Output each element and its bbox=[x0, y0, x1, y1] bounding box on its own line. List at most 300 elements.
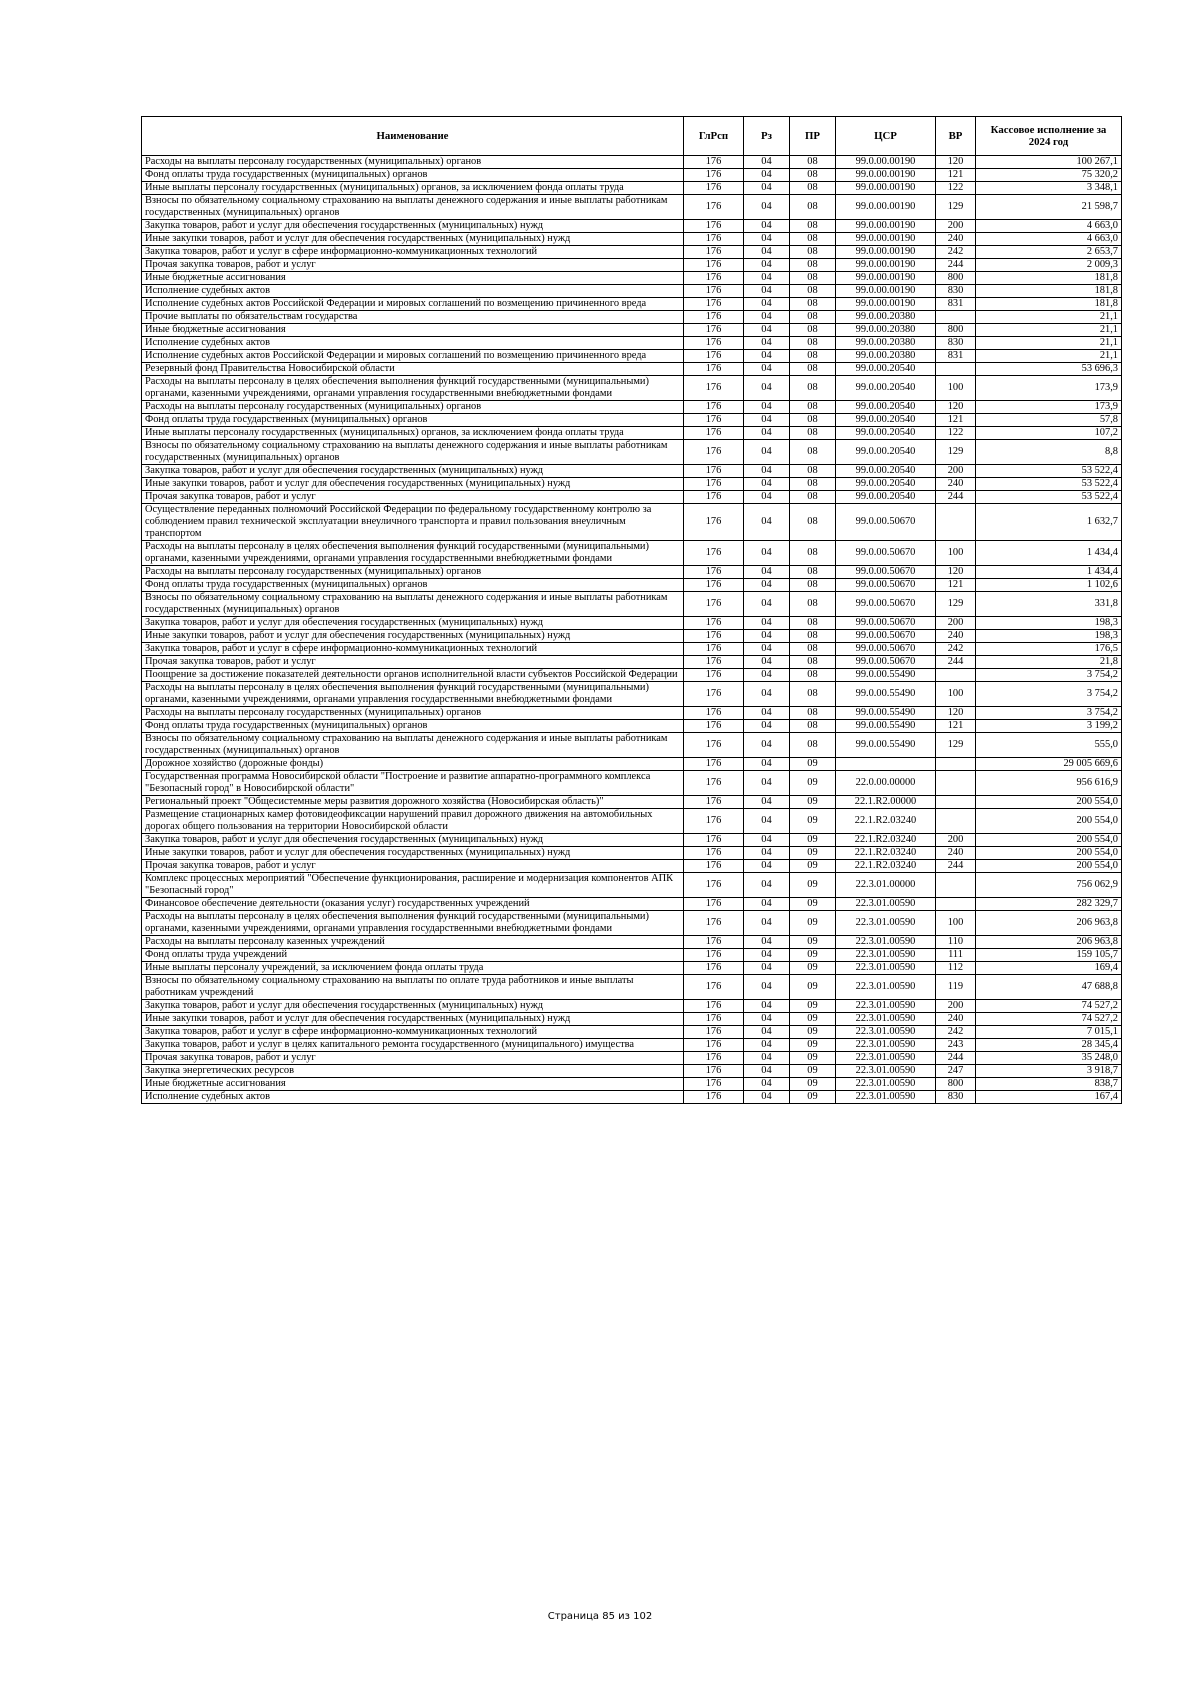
row-amount: 29 005 669,6 bbox=[976, 758, 1122, 771]
row-vr: 831 bbox=[936, 350, 976, 363]
row-glrsp: 176 bbox=[684, 796, 744, 809]
row-rz: 04 bbox=[744, 376, 790, 401]
row-glrsp: 176 bbox=[684, 169, 744, 182]
row-csr: 99.0.00.50670 bbox=[836, 541, 936, 566]
row-amount: 21,1 bbox=[976, 311, 1122, 324]
table-row bbox=[142, 682, 1122, 707]
row-name: Расходы на выплаты персоналу в целях обеспечения выполнения функций государственными (муниципальными) органами, казенными учреждениями, органами управления государственными внебюджетными фондами bbox=[142, 911, 684, 936]
table-row bbox=[142, 1065, 1122, 1078]
row-pr: 08 bbox=[790, 656, 836, 669]
row-name: Иные выплаты персоналу государственных (муниципальных) органов, за исключением фонда оплаты труда bbox=[142, 427, 684, 440]
row-rz: 04 bbox=[744, 834, 790, 847]
row-csr: 99.0.00.55490 bbox=[836, 733, 936, 758]
row-pr: 08 bbox=[790, 579, 836, 592]
row-name: Фонд оплаты труда учреждений bbox=[142, 949, 684, 962]
row-rz: 04 bbox=[744, 860, 790, 873]
row-glrsp: 176 bbox=[684, 720, 744, 733]
row-pr: 08 bbox=[790, 707, 836, 720]
row-csr: 99.0.00.50670 bbox=[836, 656, 936, 669]
row-csr: 99.0.00.20540 bbox=[836, 491, 936, 504]
row-csr: 99.0.00.00190 bbox=[836, 220, 936, 233]
row-rz: 04 bbox=[744, 1078, 790, 1091]
row-amount: 173,9 bbox=[976, 376, 1122, 401]
row-vr: 240 bbox=[936, 478, 976, 491]
header-csr: ЦСР bbox=[836, 117, 936, 156]
row-name: Фонд оплаты труда государственных (муниципальных) органов bbox=[142, 169, 684, 182]
row-name: Прочая закупка товаров, работ и услуг bbox=[142, 259, 684, 272]
row-csr: 22.3.01.00590 bbox=[836, 1026, 936, 1039]
row-csr: 22.1.R2.03240 bbox=[836, 860, 936, 873]
row-glrsp: 176 bbox=[684, 707, 744, 720]
row-vr: 129 bbox=[936, 733, 976, 758]
row-pr: 09 bbox=[790, 1065, 836, 1078]
row-rz: 04 bbox=[744, 669, 790, 682]
row-vr bbox=[936, 758, 976, 771]
row-vr: 240 bbox=[936, 1013, 976, 1026]
row-amount: 107,2 bbox=[976, 427, 1122, 440]
row-amount: 3 754,2 bbox=[976, 707, 1122, 720]
row-rz: 04 bbox=[744, 298, 790, 311]
row-glrsp: 176 bbox=[684, 847, 744, 860]
row-glrsp: 176 bbox=[684, 1000, 744, 1013]
row-name: Закупка товаров, работ и услуг в сфере информационно-коммуникационных технологий bbox=[142, 643, 684, 656]
row-pr: 09 bbox=[790, 758, 836, 771]
table-row bbox=[142, 350, 1122, 363]
row-csr: 99.0.00.00190 bbox=[836, 195, 936, 220]
row-glrsp: 176 bbox=[684, 911, 744, 936]
row-rz: 04 bbox=[744, 427, 790, 440]
row-name: Взносы по обязательному социальному страхованию на выплаты денежного содержания и иные выплаты работникам государственных (муниципальных) органов bbox=[142, 733, 684, 758]
row-pr: 09 bbox=[790, 1052, 836, 1065]
row-glrsp: 176 bbox=[684, 771, 744, 796]
table-row bbox=[142, 579, 1122, 592]
row-glrsp: 176 bbox=[684, 195, 744, 220]
row-rz: 04 bbox=[744, 504, 790, 541]
row-csr bbox=[836, 758, 936, 771]
row-vr: 244 bbox=[936, 491, 976, 504]
row-vr: 830 bbox=[936, 285, 976, 298]
table-row bbox=[142, 873, 1122, 898]
row-glrsp: 176 bbox=[684, 401, 744, 414]
row-pr: 09 bbox=[790, 796, 836, 809]
row-glrsp: 176 bbox=[684, 478, 744, 491]
row-rz: 04 bbox=[744, 220, 790, 233]
row-name: Расходы на выплаты персоналу государственных (муниципальных) органов bbox=[142, 156, 684, 169]
row-csr: 99.0.00.20540 bbox=[836, 401, 936, 414]
row-vr: 122 bbox=[936, 182, 976, 195]
table-row bbox=[142, 643, 1122, 656]
row-name: Прочая закупка товаров, работ и услуг bbox=[142, 1052, 684, 1065]
row-pr: 08 bbox=[790, 285, 836, 298]
table-row bbox=[142, 1013, 1122, 1026]
table-row bbox=[142, 259, 1122, 272]
row-glrsp: 176 bbox=[684, 259, 744, 272]
table-row bbox=[142, 195, 1122, 220]
row-name: Комплекс процессных мероприятий "Обеспечение функционирования, расширение и модернизация компонентов АПК "Безопасный город" bbox=[142, 873, 684, 898]
row-pr: 08 bbox=[790, 324, 836, 337]
table-row bbox=[142, 491, 1122, 504]
row-rz: 04 bbox=[744, 1052, 790, 1065]
row-amount: 555,0 bbox=[976, 733, 1122, 758]
row-vr: 110 bbox=[936, 936, 976, 949]
row-glrsp: 176 bbox=[684, 936, 744, 949]
row-glrsp: 176 bbox=[684, 643, 744, 656]
row-vr bbox=[936, 311, 976, 324]
table-row bbox=[142, 414, 1122, 427]
row-name: Иные бюджетные ассигнования bbox=[142, 1078, 684, 1091]
row-csr: 99.0.00.20540 bbox=[836, 478, 936, 491]
header-cash-execution: Кассовое исполнение за 2024 год bbox=[976, 117, 1122, 156]
table-row bbox=[142, 156, 1122, 169]
row-amount: 53 522,4 bbox=[976, 465, 1122, 478]
row-rz: 04 bbox=[744, 975, 790, 1000]
row-amount: 198,3 bbox=[976, 630, 1122, 643]
row-rz: 04 bbox=[744, 579, 790, 592]
row-name: Государственная программа Новосибирской области "Построение и развитие аппаратно-программного комплекса "Безопасный город" в Новосибирской области" bbox=[142, 771, 684, 796]
row-amount: 8,8 bbox=[976, 440, 1122, 465]
row-name: Расходы на выплаты персоналу государственных (муниципальных) органов bbox=[142, 707, 684, 720]
row-vr: 121 bbox=[936, 169, 976, 182]
row-csr: 99.0.00.20380 bbox=[836, 350, 936, 363]
table-row bbox=[142, 324, 1122, 337]
row-rz: 04 bbox=[744, 617, 790, 630]
row-csr: 99.0.00.50670 bbox=[836, 617, 936, 630]
row-glrsp: 176 bbox=[684, 758, 744, 771]
row-name: Расходы на выплаты персоналу в целях обеспечения выполнения функций государственными (муниципальными) органами, казенными учреждениями, органами управления государственными внебюджетными фондами bbox=[142, 376, 684, 401]
header-name: Наименование bbox=[142, 117, 684, 156]
row-pr: 08 bbox=[790, 682, 836, 707]
row-pr: 09 bbox=[790, 1013, 836, 1026]
row-vr: 243 bbox=[936, 1039, 976, 1052]
row-pr: 08 bbox=[790, 156, 836, 169]
row-glrsp: 176 bbox=[684, 324, 744, 337]
row-name: Закупка товаров, работ и услуг для обеспечения государственных (муниципальных) нужд bbox=[142, 834, 684, 847]
row-glrsp: 176 bbox=[684, 834, 744, 847]
row-rz: 04 bbox=[744, 873, 790, 898]
row-amount: 198,3 bbox=[976, 617, 1122, 630]
table-row bbox=[142, 1000, 1122, 1013]
row-amount: 53 696,3 bbox=[976, 363, 1122, 376]
row-amount: 173,9 bbox=[976, 401, 1122, 414]
row-glrsp: 176 bbox=[684, 873, 744, 898]
table-row bbox=[142, 504, 1122, 541]
row-pr: 08 bbox=[790, 440, 836, 465]
row-amount: 200 554,0 bbox=[976, 847, 1122, 860]
header-vr: ВР bbox=[936, 117, 976, 156]
row-pr: 08 bbox=[790, 669, 836, 682]
row-csr: 99.0.00.00190 bbox=[836, 233, 936, 246]
row-rz: 04 bbox=[744, 809, 790, 834]
row-csr: 22.0.00.00000 bbox=[836, 771, 936, 796]
row-glrsp: 176 bbox=[684, 311, 744, 324]
row-csr: 99.0.00.50670 bbox=[836, 643, 936, 656]
row-pr: 08 bbox=[790, 414, 836, 427]
row-rz: 04 bbox=[744, 350, 790, 363]
row-name: Исполнение судебных актов bbox=[142, 285, 684, 298]
row-csr: 99.0.00.00190 bbox=[836, 246, 936, 259]
row-name: Иные закупки товаров, работ и услуг для обеспечения государственных (муниципальных) нужд bbox=[142, 233, 684, 246]
row-rz: 04 bbox=[744, 566, 790, 579]
row-rz: 04 bbox=[744, 733, 790, 758]
row-amount: 3 754,2 bbox=[976, 669, 1122, 682]
row-name: Исполнение судебных актов bbox=[142, 1091, 684, 1104]
row-csr: 22.3.01.00590 bbox=[836, 898, 936, 911]
row-name: Иные закупки товаров, работ и услуг для обеспечения государственных (муниципальных) нужд bbox=[142, 847, 684, 860]
table-row bbox=[142, 541, 1122, 566]
row-pr: 09 bbox=[790, 860, 836, 873]
row-amount: 181,8 bbox=[976, 285, 1122, 298]
table-row bbox=[142, 707, 1122, 720]
row-pr: 09 bbox=[790, 1000, 836, 1013]
row-name: Закупка товаров, работ и услуг для обеспечения государственных (муниципальных) нужд bbox=[142, 1000, 684, 1013]
row-vr bbox=[936, 363, 976, 376]
row-csr: 22.3.01.00000 bbox=[836, 873, 936, 898]
row-rz: 04 bbox=[744, 1026, 790, 1039]
row-glrsp: 176 bbox=[684, 1065, 744, 1078]
row-rz: 04 bbox=[744, 1091, 790, 1104]
row-amount: 75 320,2 bbox=[976, 169, 1122, 182]
row-amount: 206 963,8 bbox=[976, 936, 1122, 949]
row-name: Взносы по обязательному социальному страхованию на выплаты денежного содержания и иные выплаты работникам государственных (муниципальных) органов bbox=[142, 440, 684, 465]
row-amount: 3 918,7 bbox=[976, 1065, 1122, 1078]
row-name: Исполнение судебных актов Российской Федерации и мировых соглашений по возмещению причиненного вреда bbox=[142, 350, 684, 363]
row-name: Исполнение судебных актов Российской Федерации и мировых соглашений по возмещению причиненного вреда bbox=[142, 298, 684, 311]
row-vr: 120 bbox=[936, 401, 976, 414]
table-row bbox=[142, 809, 1122, 834]
row-name: Прочая закупка товаров, работ и услуг bbox=[142, 860, 684, 873]
row-glrsp: 176 bbox=[684, 566, 744, 579]
row-csr: 99.0.00.20380 bbox=[836, 337, 936, 350]
table-row bbox=[142, 272, 1122, 285]
row-csr: 22.3.01.00590 bbox=[836, 975, 936, 1000]
row-vr: 129 bbox=[936, 440, 976, 465]
row-rz: 04 bbox=[744, 311, 790, 324]
row-amount: 206 963,8 bbox=[976, 911, 1122, 936]
row-vr: 121 bbox=[936, 414, 976, 427]
table-row bbox=[142, 975, 1122, 1000]
row-amount: 4 663,0 bbox=[976, 220, 1122, 233]
row-amount: 1 434,4 bbox=[976, 541, 1122, 566]
row-name: Расходы на выплаты персоналу в целях обеспечения выполнения функций государственными (муниципальными) органами, казенными учреждениями, органами управления государственными внебюджетными фондами bbox=[142, 541, 684, 566]
row-pr: 09 bbox=[790, 936, 836, 949]
row-vr: 200 bbox=[936, 617, 976, 630]
row-pr: 08 bbox=[790, 350, 836, 363]
row-amount: 159 105,7 bbox=[976, 949, 1122, 962]
row-name: Иные выплаты персоналу учреждений, за исключением фонда оплаты труда bbox=[142, 962, 684, 975]
row-vr bbox=[936, 669, 976, 682]
row-glrsp: 176 bbox=[684, 617, 744, 630]
row-pr: 08 bbox=[790, 272, 836, 285]
row-pr: 09 bbox=[790, 949, 836, 962]
row-rz: 04 bbox=[744, 720, 790, 733]
row-rz: 04 bbox=[744, 758, 790, 771]
row-amount: 21,1 bbox=[976, 324, 1122, 337]
row-name: Осуществление переданных полномочий Российской Федерации по федеральному государственному контролю за соблюдением правил технической эксплуатации внеуличного транспорта и правил пользования внеуличным транспортом bbox=[142, 504, 684, 541]
row-glrsp: 176 bbox=[684, 860, 744, 873]
row-csr: 22.3.01.00590 bbox=[836, 1052, 936, 1065]
row-pr: 08 bbox=[790, 259, 836, 272]
row-name: Закупка товаров, работ и услуг в сфере информационно-коммуникационных технологий bbox=[142, 1026, 684, 1039]
row-vr: 121 bbox=[936, 720, 976, 733]
row-name: Расходы на выплаты персоналу в целях обеспечения выполнения функций государственными (муниципальными) органами, казенными учреждениями, органами управления государственными внебюджетными фондами bbox=[142, 682, 684, 707]
row-pr: 08 bbox=[790, 182, 836, 195]
row-amount: 1 632,7 bbox=[976, 504, 1122, 541]
row-amount: 47 688,8 bbox=[976, 975, 1122, 1000]
row-csr: 22.1.R2.03240 bbox=[836, 834, 936, 847]
row-vr: 800 bbox=[936, 324, 976, 337]
row-name: Дорожное хозяйство (дорожные фонды) bbox=[142, 758, 684, 771]
table-row bbox=[142, 771, 1122, 796]
row-vr: 244 bbox=[936, 860, 976, 873]
header-glrsp: ГлРсп bbox=[684, 117, 744, 156]
row-amount: 100 267,1 bbox=[976, 156, 1122, 169]
row-vr: 244 bbox=[936, 656, 976, 669]
table-row bbox=[142, 962, 1122, 975]
row-csr: 99.0.00.50670 bbox=[836, 579, 936, 592]
table-row bbox=[142, 1091, 1122, 1104]
row-rz: 04 bbox=[744, 1013, 790, 1026]
row-amount: 3 348,1 bbox=[976, 182, 1122, 195]
row-rz: 04 bbox=[744, 272, 790, 285]
row-name: Иные закупки товаров, работ и услуг для обеспечения государственных (муниципальных) нужд bbox=[142, 630, 684, 643]
row-amount: 21,1 bbox=[976, 350, 1122, 363]
row-glrsp: 176 bbox=[684, 592, 744, 617]
row-csr: 22.3.01.00590 bbox=[836, 1000, 936, 1013]
table-row bbox=[142, 285, 1122, 298]
table-row bbox=[142, 669, 1122, 682]
row-csr: 99.0.00.00190 bbox=[836, 156, 936, 169]
row-pr: 09 bbox=[790, 911, 836, 936]
row-amount: 21,8 bbox=[976, 656, 1122, 669]
row-glrsp: 176 bbox=[684, 682, 744, 707]
row-vr: 830 bbox=[936, 337, 976, 350]
row-glrsp: 176 bbox=[684, 1052, 744, 1065]
row-rz: 04 bbox=[744, 1039, 790, 1052]
row-rz: 04 bbox=[744, 440, 790, 465]
row-name: Прочая закупка товаров, работ и услуг bbox=[142, 491, 684, 504]
row-rz: 04 bbox=[744, 592, 790, 617]
row-rz: 04 bbox=[744, 541, 790, 566]
row-vr: 100 bbox=[936, 911, 976, 936]
table-row bbox=[142, 220, 1122, 233]
row-vr: 800 bbox=[936, 1078, 976, 1091]
row-amount: 956 616,9 bbox=[976, 771, 1122, 796]
row-pr: 09 bbox=[790, 1078, 836, 1091]
table-row bbox=[142, 796, 1122, 809]
row-pr: 08 bbox=[790, 566, 836, 579]
row-vr: 100 bbox=[936, 541, 976, 566]
table-row bbox=[142, 440, 1122, 465]
row-vr bbox=[936, 898, 976, 911]
row-rz: 04 bbox=[744, 911, 790, 936]
row-rz: 04 bbox=[744, 195, 790, 220]
row-vr bbox=[936, 504, 976, 541]
row-pr: 08 bbox=[790, 363, 836, 376]
row-amount: 4 663,0 bbox=[976, 233, 1122, 246]
row-csr: 99.0.00.00190 bbox=[836, 285, 936, 298]
row-vr: 240 bbox=[936, 847, 976, 860]
row-rz: 04 bbox=[744, 949, 790, 962]
row-csr: 22.3.01.00590 bbox=[836, 1013, 936, 1026]
header-rz: Рз bbox=[744, 117, 790, 156]
row-amount: 756 062,9 bbox=[976, 873, 1122, 898]
row-glrsp: 176 bbox=[684, 1091, 744, 1104]
row-vr: 200 bbox=[936, 465, 976, 478]
row-glrsp: 176 bbox=[684, 337, 744, 350]
table-row bbox=[142, 617, 1122, 630]
table-row bbox=[142, 1039, 1122, 1052]
row-vr bbox=[936, 771, 976, 796]
row-csr: 22.1.R2.03240 bbox=[836, 847, 936, 860]
row-rz: 04 bbox=[744, 337, 790, 350]
row-rz: 04 bbox=[744, 936, 790, 949]
row-glrsp: 176 bbox=[684, 504, 744, 541]
row-csr: 99.0.00.00190 bbox=[836, 259, 936, 272]
row-csr: 99.0.00.20380 bbox=[836, 324, 936, 337]
row-csr: 99.0.00.20540 bbox=[836, 427, 936, 440]
row-vr: 119 bbox=[936, 975, 976, 1000]
row-vr: 129 bbox=[936, 195, 976, 220]
row-csr: 99.0.00.50670 bbox=[836, 504, 936, 541]
row-csr: 22.1.R2.00000 bbox=[836, 796, 936, 809]
row-rz: 04 bbox=[744, 1000, 790, 1013]
row-csr: 99.0.00.55490 bbox=[836, 720, 936, 733]
row-vr: 830 bbox=[936, 1091, 976, 1104]
table-row bbox=[142, 911, 1122, 936]
row-glrsp: 176 bbox=[684, 579, 744, 592]
row-name: Закупка товаров, работ и услуг в целях капитального ремонта государственного (муниципального) имущества bbox=[142, 1039, 684, 1052]
table-row bbox=[142, 949, 1122, 962]
row-amount: 28 345,4 bbox=[976, 1039, 1122, 1052]
row-csr: 99.0.00.20540 bbox=[836, 465, 936, 478]
row-vr: 244 bbox=[936, 1052, 976, 1065]
row-name: Закупка товаров, работ и услуг в сфере информационно-коммуникационных технологий bbox=[142, 246, 684, 259]
row-name: Прочие выплаты по обязательствам государства bbox=[142, 311, 684, 324]
row-csr: 22.3.01.00590 bbox=[836, 962, 936, 975]
row-vr: 800 bbox=[936, 272, 976, 285]
row-glrsp: 176 bbox=[684, 949, 744, 962]
row-pr: 09 bbox=[790, 873, 836, 898]
table-row bbox=[142, 630, 1122, 643]
row-amount: 35 248,0 bbox=[976, 1052, 1122, 1065]
row-csr: 22.3.01.00590 bbox=[836, 1078, 936, 1091]
row-rz: 04 bbox=[744, 796, 790, 809]
row-pr: 08 bbox=[790, 733, 836, 758]
row-name: Взносы по обязательному социальному страхованию на выплаты денежного содержания и иные выплаты работникам государственных (муниципальных) органов bbox=[142, 195, 684, 220]
row-rz: 04 bbox=[744, 182, 790, 195]
row-amount: 21,1 bbox=[976, 337, 1122, 350]
row-name: Исполнение судебных актов bbox=[142, 337, 684, 350]
row-name: Закупка товаров, работ и услуг для обеспечения государственных (муниципальных) нужд bbox=[142, 617, 684, 630]
row-vr: 242 bbox=[936, 1026, 976, 1039]
row-amount: 74 527,2 bbox=[976, 1000, 1122, 1013]
row-name: Фонд оплаты труда государственных (муниципальных) органов bbox=[142, 720, 684, 733]
row-glrsp: 176 bbox=[684, 182, 744, 195]
row-csr: 99.0.00.20540 bbox=[836, 376, 936, 401]
row-pr: 08 bbox=[790, 504, 836, 541]
row-rz: 04 bbox=[744, 233, 790, 246]
row-csr: 99.0.00.55490 bbox=[836, 669, 936, 682]
row-name: Фонд оплаты труда государственных (муниципальных) органов bbox=[142, 579, 684, 592]
row-vr: 244 bbox=[936, 259, 976, 272]
row-rz: 04 bbox=[744, 707, 790, 720]
table-row bbox=[142, 898, 1122, 911]
row-pr: 09 bbox=[790, 962, 836, 975]
row-pr: 09 bbox=[790, 771, 836, 796]
row-glrsp: 176 bbox=[684, 975, 744, 1000]
row-amount: 181,8 bbox=[976, 272, 1122, 285]
row-vr: 111 bbox=[936, 949, 976, 962]
